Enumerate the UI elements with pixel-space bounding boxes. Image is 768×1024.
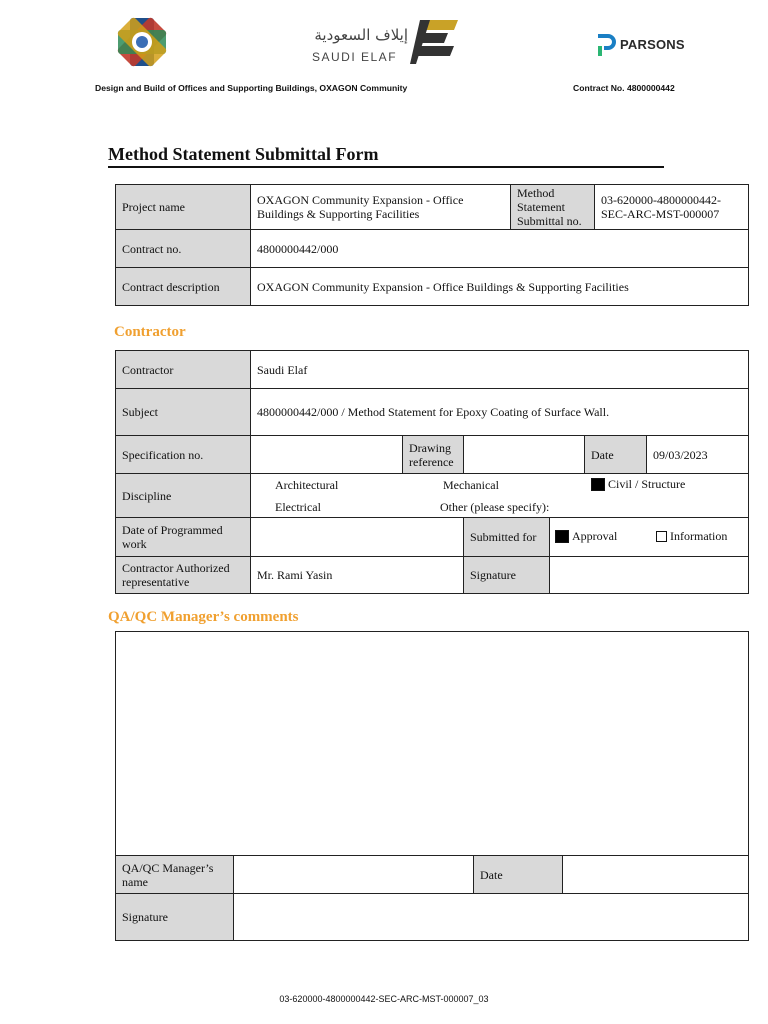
qaqc-table <box>115 631 749 941</box>
contract-no-value: 4800000442/000 <box>251 230 749 268</box>
submitted-for-label: Submitted for <box>464 518 550 557</box>
rep-value: Mr. Rami Yasin <box>251 557 464 594</box>
information-label: Information <box>670 529 728 543</box>
approval-checkbox-checked[interactable] <box>555 530 569 543</box>
qaqc-manager-value[interactable] <box>234 856 474 894</box>
qaqc-comments-box[interactable] <box>116 632 749 856</box>
approval-label: Approval <box>572 529 618 543</box>
discipline-label: Discipline <box>116 474 251 518</box>
contractor-table <box>115 350 749 594</box>
discipline-mechanical[interactable]: Mechanical <box>443 478 499 492</box>
saudi-elaf-star-logo <box>112 14 172 70</box>
submitted-for-options <box>550 518 749 557</box>
qaqc-date-label: Date <box>474 856 563 894</box>
date-label: Date <box>585 436 647 474</box>
ms-no-label: Method Statement Submittal no. <box>511 185 595 230</box>
partner-name: PARSONS <box>620 37 685 52</box>
contract-no-label: Contract no. <box>116 230 251 268</box>
qaqc-signature-label: Signature <box>116 894 234 941</box>
date-value: 09/03/2023 <box>647 436 749 474</box>
programmed-work-label: Date of Programmed work <box>116 518 251 557</box>
page-title: Method Statement Submittal Form <box>108 144 664 168</box>
spec-no-value[interactable] <box>251 436 403 474</box>
approval-option[interactable] <box>555 529 617 543</box>
company-english-name: SAUDI ELAF <box>312 50 398 64</box>
qaqc-date-value[interactable] <box>563 856 749 894</box>
contract-desc-label: Contract description <box>116 268 251 306</box>
qaqc-signature-value[interactable] <box>234 894 749 941</box>
programmed-work-value[interactable] <box>251 518 464 557</box>
subject-label: Subject <box>116 389 251 436</box>
discipline-other[interactable]: Other (please specify): <box>440 500 550 514</box>
discipline-architectural[interactable]: Architectural <box>275 478 339 492</box>
rep-signature-value[interactable] <box>550 557 749 594</box>
saudi-elaf-logo <box>310 16 460 66</box>
contract-header-line: Contract No. 4800000442 <box>573 83 675 93</box>
company-arabic-name: إيلاف السعودية <box>314 26 408 44</box>
project-name-value: OXAGON Community Expansion - Office Buildings & Supporting Facilities <box>251 185 511 230</box>
subject-value: 4800000442/000 / Method Statement for Epoxy Coating of Surface Wall. <box>251 389 749 436</box>
rep-label: Contractor Authorized representative <box>116 557 251 594</box>
contractor-section-title: Contractor <box>114 324 186 340</box>
contract-desc-value: OXAGON Community Expansion - Office Buildings & Supporting Facilities <box>251 268 749 306</box>
document-footer: 03-620000-4800000442-SEC-ARC-MST-000007_03 <box>279 994 489 1004</box>
drawing-ref-label: Drawing reference <box>403 436 464 474</box>
discipline-options <box>251 474 749 518</box>
project-name-label: Project name <box>116 185 251 230</box>
spec-no-label: Specification no. <box>116 436 251 474</box>
information-checkbox[interactable] <box>656 531 667 542</box>
contractor-value: Saudi Elaf <box>251 351 749 389</box>
discipline-electrical[interactable]: Electrical <box>275 500 321 514</box>
discipline-civil-label: Civil / Structure <box>608 477 686 491</box>
drawing-ref-value[interactable] <box>464 436 585 474</box>
information-option[interactable] <box>656 529 727 543</box>
ms-no-value: 03-620000-4800000442-SEC-ARC-MST-000007 <box>595 185 749 230</box>
contractor-label: Contractor <box>116 351 251 389</box>
discipline-civil-option[interactable] <box>591 477 685 491</box>
qaqc-section-title: QA/QC Manager’s comments <box>108 609 299 625</box>
rep-signature-label: Signature <box>464 557 550 594</box>
qaqc-manager-label: QA/QC Manager’s name <box>116 856 234 894</box>
project-table <box>115 184 749 306</box>
project-header-line: Design and Build of Offices and Supporting Buildings, OXAGON Community <box>95 83 408 93</box>
civil-checkbox-checked[interactable] <box>591 478 605 491</box>
